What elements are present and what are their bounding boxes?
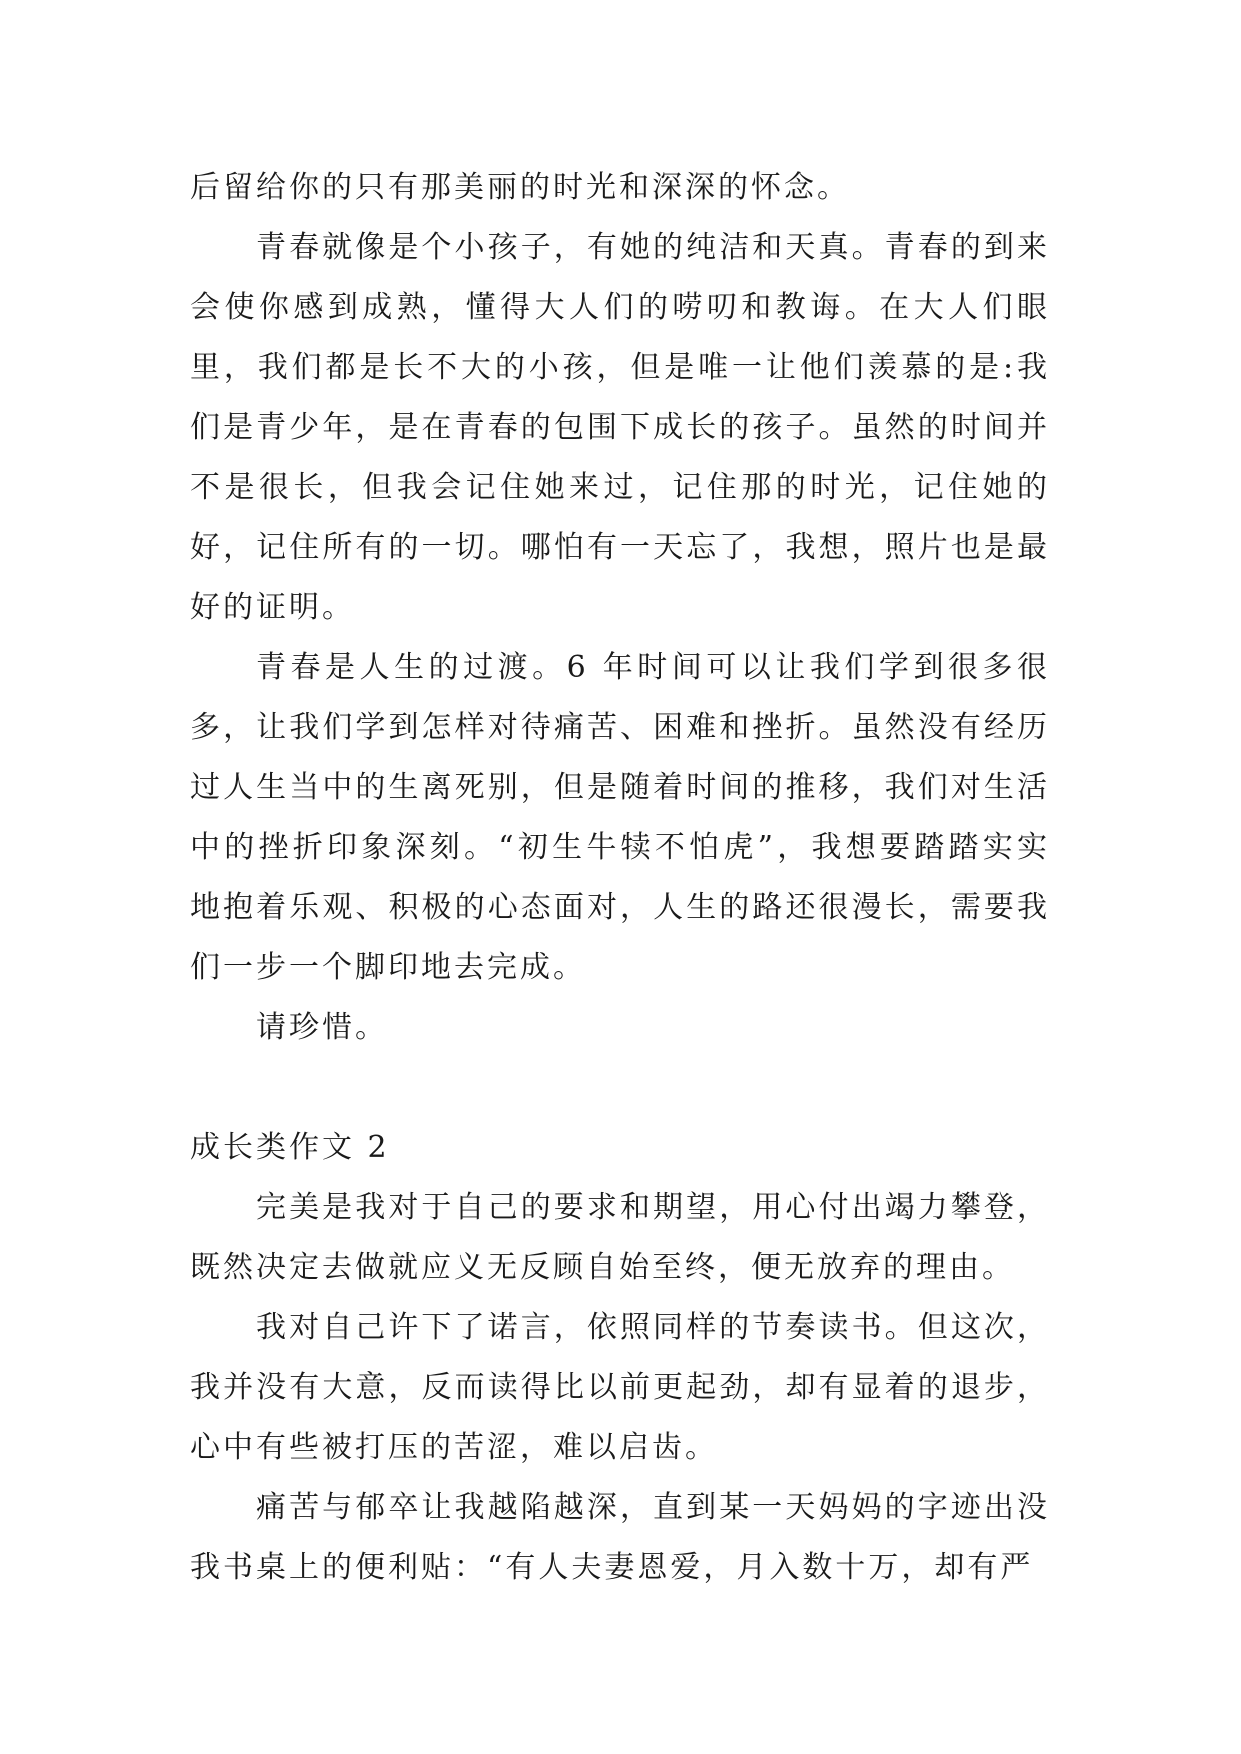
- paragraph: 请珍惜。: [256, 1010, 388, 1045]
- paragraph: 我对自己许下了诺言，依照同样的节奏读书。但这次，我并没有大意，反而读得比以前更起劲，却有显着的退步，心中有些被打压的苦涩，难以启齿。: [190, 1310, 1050, 1465]
- document-body: [190, 158, 1050, 1598]
- section-title: 成长类作文 2: [190, 1130, 390, 1165]
- paragraph: 青春就像是个小孩子，有她的纯洁和天真。青春的到来会使你感到成熟，懂得大人们的唠叨和教诲。在大人们眼里，我们都是长不大的小孩，但是唯一让他们羡慕的是:我们是青少年，是在青春的包围下成长的孩子。虽然的时间并不是很长，但我会记住她来过，记住那的时光，记住她的好，记住所有的一切。哪怕有一天忘了，我想，照片也是最好的证明。: [190, 230, 1050, 625]
- paragraph: 痛苦与郁卒让我越陷越深，直到某一天妈妈的字迹出没我书桌上的便利贴：“有人夫妻恩爱，月入数十万，却有严: [190, 1490, 1050, 1585]
- paragraph: 完美是我对于自己的要求和期望，用心付出竭力攀登，既然决定去做就应义无反顾自始至终，便无放弃的理由。: [190, 1190, 1050, 1285]
- paragraph: 青春是人生的过渡。6 年时间可以让我们学到很多很多，让我们学到怎样对待痛苦、困难和挫折。虽然没有经历过人生当中的生离死别，但是随着时间的推移，我们对生活中的挫折印象深刻。“初生牛犊不怕虎”，我想要踏踏实实地抱着乐观、积极的心态面对，人生的路还很漫长，需要我们一步一个脚印地去完成。: [190, 650, 1050, 985]
- paragraph-continuation: 后留给你的只有那美丽的时光和深深的怀念。: [190, 170, 850, 205]
